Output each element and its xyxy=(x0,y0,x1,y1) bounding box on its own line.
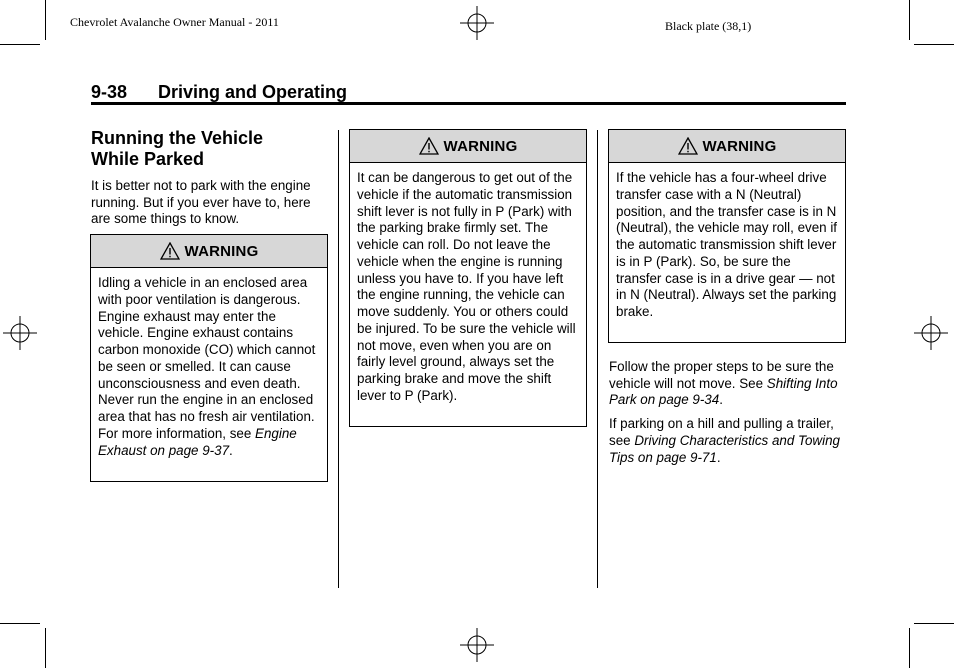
punctuation: . xyxy=(719,392,723,408)
warning-label: WARNING xyxy=(443,137,518,155)
intro-paragraph: It is better not to park with the engine running. But if you ever have to, here are some things to know. xyxy=(91,178,311,227)
warning-body: It can be dangerous to get out of the vehicle if the automatic transmission shift lever is not fully in P (Park) with the parking brake firmly set. The vehicle can roll. Do not leave the vehicle when the engine is running unless you have to. If you have left the engine running, the vehicle can move suddenly. You or others could be injured. To be sure the vehicle will not move, even when you are on fairly level ground, always set the parking brake and move the shift lever to P (Park). xyxy=(357,170,576,403)
topic-title-line: Running the Vehicle xyxy=(91,128,264,148)
crop-mark xyxy=(909,0,910,40)
warning-box xyxy=(90,234,328,482)
column-1 xyxy=(91,128,331,228)
warning-box xyxy=(349,129,587,427)
cross-reference-link[interactable]: Engine Exhaust on page 9-37 xyxy=(98,425,297,458)
column-divider xyxy=(338,130,339,588)
registration-mark-icon xyxy=(460,628,494,662)
paragraph xyxy=(609,359,841,409)
crop-mark xyxy=(914,623,954,624)
warning-box xyxy=(608,129,846,343)
registration-mark-icon xyxy=(3,316,37,350)
warning-header xyxy=(350,130,586,163)
warning-text xyxy=(350,163,586,411)
warning-triangle-icon xyxy=(678,137,698,155)
paragraph-text: If parking on a hill and pulling a trailer, see xyxy=(609,416,834,448)
column-3-text xyxy=(609,359,841,473)
crop-mark xyxy=(914,44,954,45)
punctuation: . xyxy=(229,442,233,458)
warning-text xyxy=(609,163,845,327)
plate-label: Black plate (38,1) xyxy=(665,19,752,33)
crop-mark xyxy=(0,44,40,45)
page-header xyxy=(91,80,846,105)
crop-mark xyxy=(45,628,46,668)
cross-reference-link[interactable]: Driving Characteristics and Towing Tips on page 9-71 xyxy=(609,432,840,465)
cross-reference-link[interactable]: Shifting Into Park on page 9-34 xyxy=(609,375,838,408)
crop-mark xyxy=(909,628,910,668)
topic-title-line: While Parked xyxy=(91,149,205,169)
warning-header xyxy=(609,130,845,163)
column-divider xyxy=(597,130,598,588)
warning-header xyxy=(91,235,327,268)
warning-text xyxy=(91,268,327,465)
registration-mark-icon xyxy=(460,6,494,40)
punctuation: . xyxy=(716,449,721,465)
section-title: Driving and Operating xyxy=(158,82,348,102)
topic-title xyxy=(91,128,331,170)
crop-mark xyxy=(45,0,46,40)
paragraph-text: Follow the proper steps to be sure the vehicle will not move. See xyxy=(609,359,834,391)
warning-triangle-icon xyxy=(160,242,180,260)
warning-label: WARNING xyxy=(184,242,259,260)
paragraph xyxy=(609,416,841,466)
page-number: 9-38 xyxy=(91,82,128,102)
warning-triangle-icon xyxy=(419,137,439,155)
registration-mark-icon xyxy=(914,316,948,350)
crop-mark xyxy=(0,623,40,624)
warning-body: Idling a vehicle in an enclosed area with poor ventilation is dangerous. Engine exhaust may enter the vehicle. Engine exhaust contains carbon monoxide (CO) which cannot be seen or smelled. It can cause unconsciousness and even death. Never run the engine in an enclosed area that has no fresh air ventilation. For more information, see xyxy=(98,275,316,441)
warning-body: If the vehicle has a four-wheel drive transfer case with a N (Neutral) position, and the transfer case is in N (Neutral), the vehicle may roll, even if the automatic transmission shift lever is in P (Park). So, be sure the transfer case is in a drive gear — not in N (Neutral). Always set the parking brake. xyxy=(616,170,838,319)
warning-label: WARNING xyxy=(702,137,777,155)
manual-title: Chevrolet Avalanche Owner Manual - 2011 xyxy=(70,15,279,29)
